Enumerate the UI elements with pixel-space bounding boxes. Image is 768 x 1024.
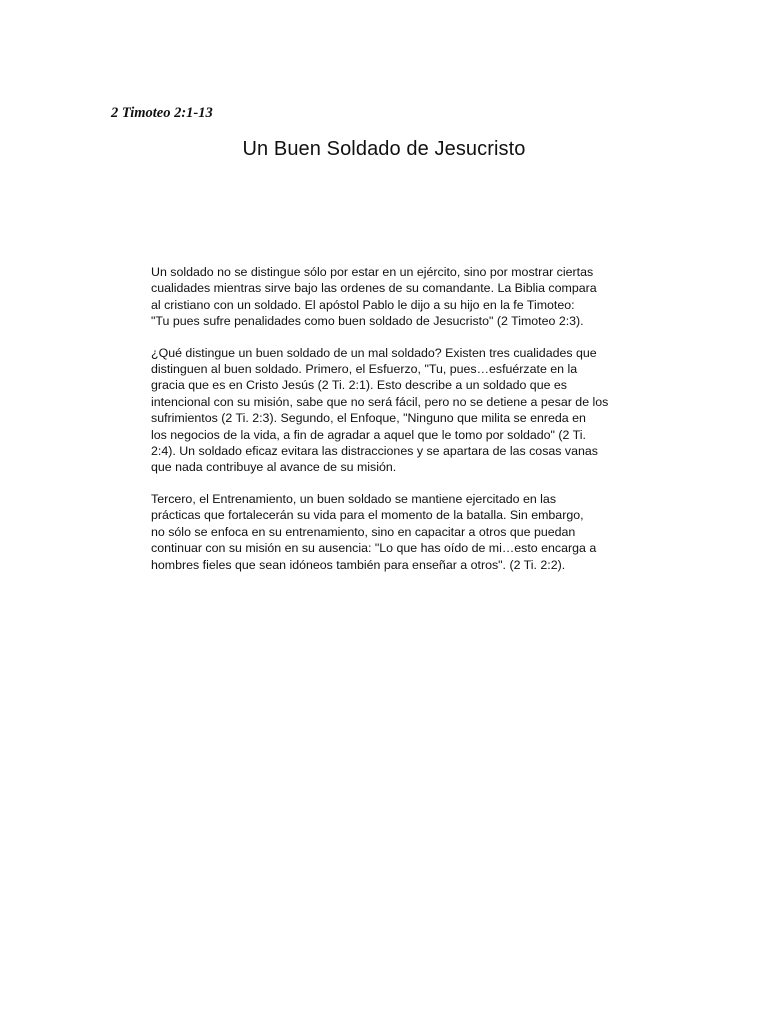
text-line: no sólo se enfoca en su entrenamiento, sino en capacitar a otros que puedan <box>151 524 576 539</box>
scripture-reference: 2 Timoteo 2:1-13 <box>111 105 213 121</box>
text-line: "Tu pues sufre penalidades como buen soldado de Jesucristo" (2 Timoteo 2:3). <box>151 314 584 329</box>
text-line: sufrimientos (2 Ti. 2:3). Segundo, el Enfoque, "Ninguno que milita se enreda en <box>151 411 586 426</box>
text-line: prácticas que fortalecerán su vida para el momento de la batalla. Sin embargo, <box>151 508 584 523</box>
document-body <box>151 264 621 588</box>
text-line: que nada contribuye al avance de su misión. <box>151 460 397 475</box>
paragraph-2 <box>151 345 621 476</box>
text-line: 2:4). Un soldado eficaz evitara las distracciones y se apartara de las cosas vanas <box>151 444 598 459</box>
text-line: continuar con su misión en su ausencia: "Lo que has oído de mi…esto encarga a <box>151 541 597 556</box>
text-line: cualidades mientras sirve bajo las ordenes de su comandante. La Biblia compara <box>151 281 597 296</box>
text-line: gracia que es en Cristo Jesús (2 Ti. 2:1). Esto describe a un soldado que es <box>151 378 568 393</box>
text-line: intencional con su misión, sabe que no será fácil, pero no se detiene a pesar de los <box>151 394 609 409</box>
document-title: Un Buen Soldado de Jesucristo <box>242 138 526 160</box>
text-line: hombres fieles que sean idóneos también para enseñar a otros". (2 Ti. 2:2). <box>151 557 566 572</box>
paragraph-3 <box>151 491 621 573</box>
text-line: los negocios de la vida, a fin de agradar a aquel que le tomo por soldado" (2 Ti. <box>151 427 586 442</box>
text-line: Tercero, el Entrenamiento, un buen soldado se mantiene ejercitado en las <box>151 491 557 506</box>
text-line: ¿Qué distingue un buen soldado de un mal soldado? Existen tres cualidades que <box>151 345 597 360</box>
text-line: al cristiano con un soldado. El apóstol Pablo le dijo a su hijo en la fe Timoteo: <box>151 297 575 312</box>
paragraph-1 <box>151 264 621 330</box>
text-line: Un soldado no se distingue sólo por estar en un ejército, sino por mostrar ciertas <box>151 265 594 279</box>
text-line: distinguen al buen soldado. Primero, el Esfuerzo, "Tu, pues…esfuérzate en la <box>151 362 578 377</box>
